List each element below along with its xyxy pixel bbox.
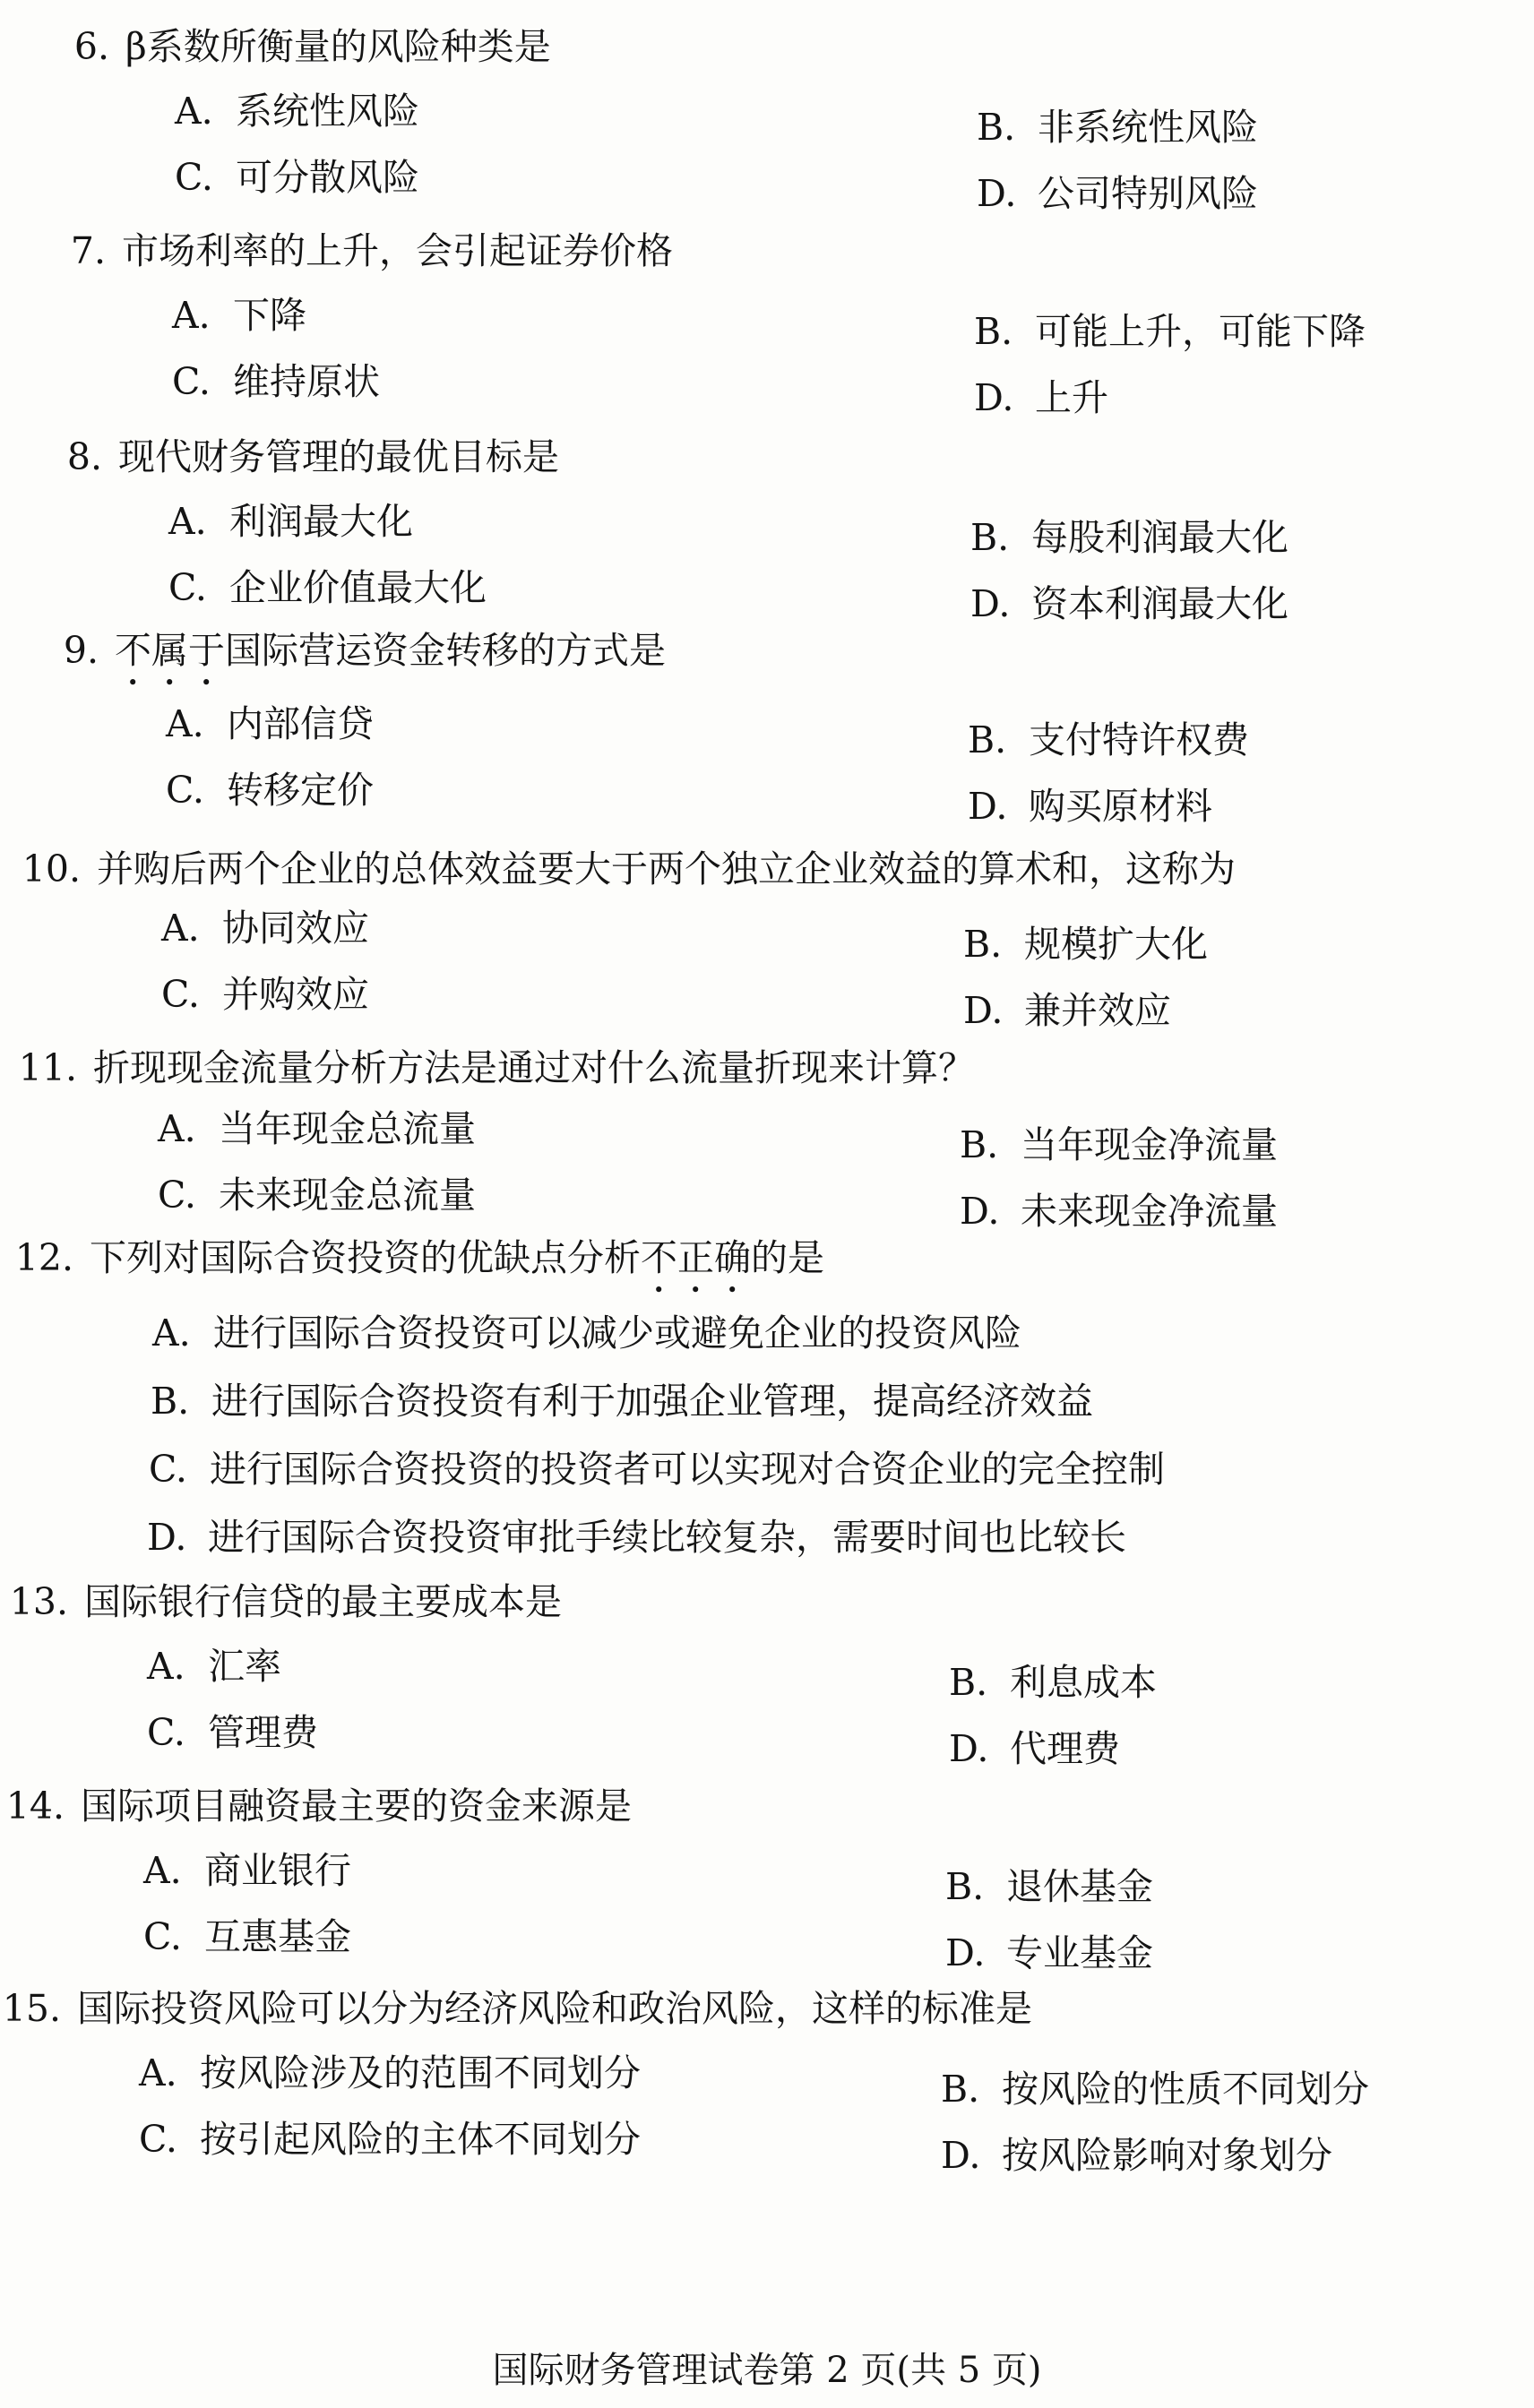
- emphasized-negation: 不正确: [641, 1236, 751, 1279]
- option-a: A. 利润最大化: [168, 500, 413, 543]
- option-d: D. 专业基金: [945, 1931, 1153, 1974]
- option-d: D. 资本利润最大化: [970, 582, 1288, 625]
- option-a: A. 内部信贷: [166, 702, 374, 745]
- option-d: D. 公司特别风险: [977, 172, 1258, 215]
- option-a: A. 商业银行: [143, 1849, 351, 1892]
- option-b: B. 非系统性风险: [977, 106, 1258, 149]
- option-d: D. 代理费: [949, 1727, 1120, 1770]
- question-stem: 15. 国际投资风险可以分为经济风险和政治风险，这样的标准是: [2, 1987, 1032, 2030]
- option-b: B. 可能上升，可能下降: [974, 310, 1366, 353]
- page-footer: 国际财务管理试卷第 2 页(共 5 页): [492, 2350, 1042, 2391]
- option-d: D. 购买原材料: [968, 785, 1212, 828]
- option-c: C. 并购效应: [161, 973, 369, 1016]
- option-c: C. 互惠基金: [143, 1915, 351, 1958]
- option-b: B. 按风险的性质不同划分: [941, 2068, 1369, 2111]
- question-stem: 9. 不属于国际营运资金转移的方式是: [63, 629, 666, 672]
- option-c: C. 进行国际合资投资的投资者可以实现对合资企业的完全控制: [149, 1448, 1165, 1491]
- option-a: A. 进行国际合资投资可以减少或避免企业的投资风险: [152, 1312, 1021, 1354]
- question-stem: 7. 市场利率的上升，会引起证券价格: [70, 229, 673, 272]
- option-b: B. 进行国际合资投资有利于加强企业管理，提高经济效益: [151, 1380, 1093, 1423]
- option-b: B. 每股利润最大化: [970, 516, 1288, 559]
- option-b: B. 退休基金: [945, 1865, 1153, 1908]
- question-stem: 14. 国际项目融资最主要的资金来源是: [5, 1784, 632, 1828]
- option-b: B. 支付特许权费: [968, 718, 1249, 761]
- option-a: A. 汇率: [147, 1645, 281, 1688]
- question-stem: 11. 折现现金流量分析方法是通过对什么流量折现来计算？: [18, 1046, 975, 1089]
- option-c: C. 未来现金总流量: [158, 1174, 476, 1217]
- question-stem: 13. 国际银行信贷的最主要成本是: [9, 1580, 562, 1623]
- option-c: C. 可分散风险: [175, 156, 419, 199]
- option-b: B. 利息成本: [949, 1661, 1157, 1704]
- question-stem: 10. 并购后两个企业的总体效益要大于两个独立企业效益的算术和，这称为: [22, 847, 1236, 890]
- option-d: D. 未来现金净流量: [960, 1190, 1278, 1233]
- option-d: D. 按风险影响对象划分: [941, 2134, 1332, 2177]
- option-c: C. 维持原状: [172, 360, 380, 403]
- option-c: C. 管理费: [147, 1711, 318, 1754]
- option-a: A. 协同效应: [161, 907, 369, 950]
- question-stem: 8. 现代财务管理的最优目标是: [66, 435, 559, 478]
- option-c: C. 企业价值最大化: [168, 566, 487, 609]
- option-b: B. 规模扩大化: [963, 923, 1208, 966]
- option-a: A. 当年现金总流量: [158, 1107, 476, 1150]
- option-b: B. 当年现金净流量: [960, 1123, 1278, 1166]
- option-a: A. 下降: [172, 294, 306, 337]
- option-c: C. 转移定价: [166, 769, 374, 812]
- option-a: A. 按风险涉及的范围不同划分: [139, 2051, 641, 2094]
- option-d: D. 进行国际合资投资审批手续比较复杂，需要时间也比较长: [147, 1516, 1126, 1559]
- option-d: D. 兼并效应: [963, 989, 1171, 1032]
- option-d: D. 上升: [974, 376, 1108, 419]
- option-c: C. 按引起风险的主体不同划分: [139, 2118, 641, 2161]
- emphasized-negation: 不属于: [115, 629, 225, 672]
- option-a: A. 系统性风险: [175, 90, 419, 133]
- question-stem: 6. β系数所衡量的风险种类是: [73, 25, 551, 68]
- question-stem: 12. 下列对国际合资投资的优缺点分析不正确的是: [14, 1236, 824, 1279]
